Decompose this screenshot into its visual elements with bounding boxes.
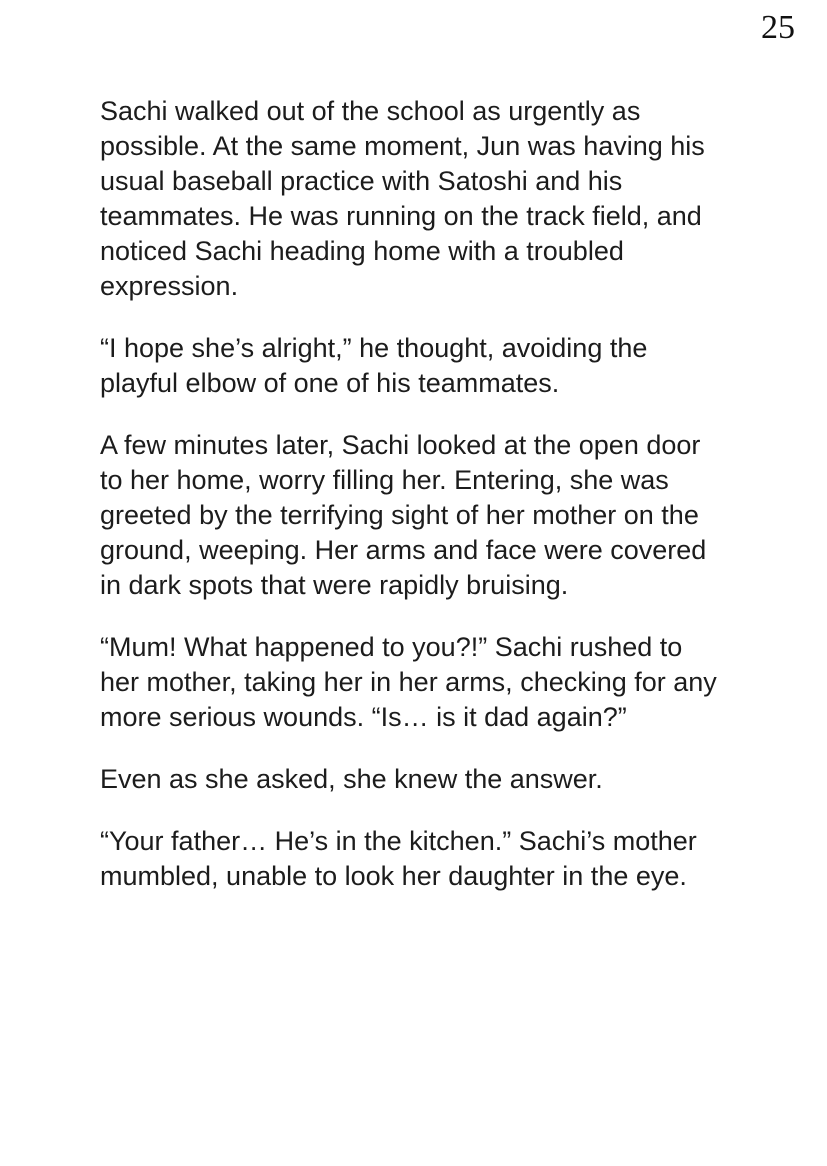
story-paragraph: “Mum! What happened to you?!” Sachi rushed to her mother, taking her in her arms, checking for any more serious wounds. “Is… is it dad again?” <box>100 632 717 732</box>
story-paragraph: A few minutes later, Sachi looked at the open door to her home, worry filling her. Entering, she was greeted by the terrifying sight of her mother on the ground, weeping. Her arms and face were covered in dark spots that were rapidly bruising. <box>100 430 707 600</box>
story-paragraph: “I hope she’s alright,” he thought, avoiding the playful elbow of one of his teammates. <box>100 333 648 398</box>
story-paragraph: Sachi walked out of the school as urgently as possible. At the same moment, Jun was having his usual baseball practice with Satoshi and his teammates. He was running on the track field, and noticed Sachi heading home with a troubled expression. <box>100 96 705 301</box>
story-paragraph: Even as she asked, she knew the answer. <box>100 764 603 794</box>
page-number: 25 <box>761 9 795 46</box>
story-text <box>100 94 728 921</box>
story-paragraph: “Your father… He’s in the kitchen.” Sachi’s mother mumbled, unable to look her daughter in the eye. <box>100 826 697 891</box>
